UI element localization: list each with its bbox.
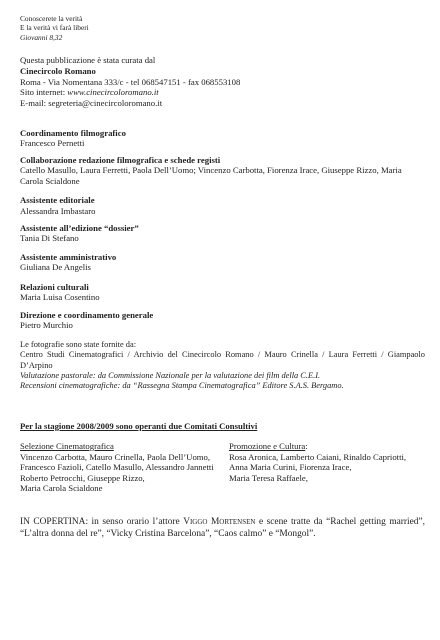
- film-reviews-source: Recensioni cinematografiche: da “Rassegna Stampa Cinematografica” Editore S.A.S. Bergamo.: [20, 381, 344, 390]
- committee-selection-line: Vincenzo Carbotta, Mauro Crinella, Paola Dell’Uomo,: [20, 451, 211, 462]
- epigraph-line-1: Conoscerete la verità: [20, 14, 83, 23]
- committee-promotion-title: Promozione e Cultura: [229, 441, 306, 451]
- committee-selection-line: Francesco Fazioli, Catello Masullo, Alessandro Jannetti: [20, 462, 214, 473]
- epigraph-line-2: E la verità vi farà liberi: [20, 23, 89, 32]
- cover-caption-prefix: IN COPERTINA: in senso orario l’attore: [20, 517, 184, 527]
- credit-role-3: Assistente all’edizione “dossier”: [20, 223, 139, 233]
- committee-promotion: [229, 441, 406, 483]
- publisher-address: Roma - Via Nomentana 333/c - tel 068547151 - fax 068553108: [20, 77, 241, 87]
- committee-promotion-line: Rosa Aronica, Lamberto Caiani, Rinaldo Capriotti,: [229, 451, 407, 462]
- cover-actor-name: Viggo Mortensen: [183, 517, 256, 527]
- publisher-website: [20, 87, 159, 98]
- committee-selection: [20, 441, 214, 494]
- committee-selection-line: Maria Carola Scialdone: [20, 483, 103, 494]
- cover-caption: [20, 516, 425, 540]
- publisher-intro: Questa pubblicazione è stata curata dal: [20, 55, 156, 65]
- epigraph-reference: Giovanni 8,32: [20, 33, 63, 42]
- credit-role-4: Assistente amministrativo: [20, 252, 117, 262]
- credit-names-5: Maria Luisa Cosentino: [20, 292, 100, 302]
- credit-role-0: Coordinamento filmografico: [20, 128, 126, 138]
- publisher-email[interactable]: E-mail: segreteria@cinecircoloromano.it: [20, 98, 163, 108]
- credit-names-1: Catello Masullo, Laura Ferretti, Paola Dell’Uomo; Vincenzo Carbotta, Fiorenza Irace, Giuseppe Rizzo, Maria Carola Scialdone: [20, 165, 402, 186]
- photos-sources: Centro Studi Cinematografici / Archivio del Cinecircolo Romano / Mauro Crinella / Laura Ferretti / Giampaolo D’Arpino: [20, 350, 425, 370]
- credit-names-0: Francesco Pernetti: [20, 138, 85, 148]
- website-label: Sito internet:: [20, 87, 68, 97]
- committee-promotion-line: Maria Teresa Raffaele,: [229, 472, 308, 483]
- committee-promotion-title-row: [229, 441, 406, 452]
- credit-names-3: Tania Di Stefano: [20, 233, 79, 243]
- cover-caption-suffix: e scene tratte da “Rachel getting married”, “L’altra donna del re”, “Vicky Cristina Barcelona”, “Caos calmo” e “Mongol”.: [20, 517, 425, 539]
- committees-heading: Per la stagione 2008/2009 sono operanti due Comitati Consultivi: [20, 421, 258, 431]
- committee-selection-title: Selezione Cinematografica: [20, 441, 114, 451]
- credit-names-2: Alessandra Imbastaro: [20, 206, 96, 216]
- pastoral-evaluation: Valutazione pastorale: da Commissione Nazionale per la valutazione dei film della C.E.I.: [20, 371, 321, 380]
- committee-promotion-line: Anna Maria Curini, Fiorenza Irace,: [229, 462, 352, 473]
- committee-promotion-colon: :: [305, 441, 308, 451]
- publisher-name: Cinecircolo Romano: [20, 66, 96, 76]
- credit-role-6: Direzione e coordinamento generale: [20, 310, 154, 320]
- credit-role-5: Relazioni culturali: [20, 282, 89, 292]
- credit-role-2: Assistente editoriale: [20, 195, 95, 205]
- credit-names-4: Giuliana De Angelis: [20, 262, 91, 272]
- photos-intro: Le fotografie sono state fornite da:: [20, 340, 137, 349]
- credit-names-6: Pietro Murchio: [20, 320, 73, 330]
- credit-role-1: Collaborazione redazione filmografica e schede registi: [20, 155, 221, 165]
- website-link[interactable]: www.cinecircoloromano.it: [67, 87, 159, 97]
- committee-selection-line: Roberto Petrocchi, Giuseppe Rizzo,: [20, 472, 145, 483]
